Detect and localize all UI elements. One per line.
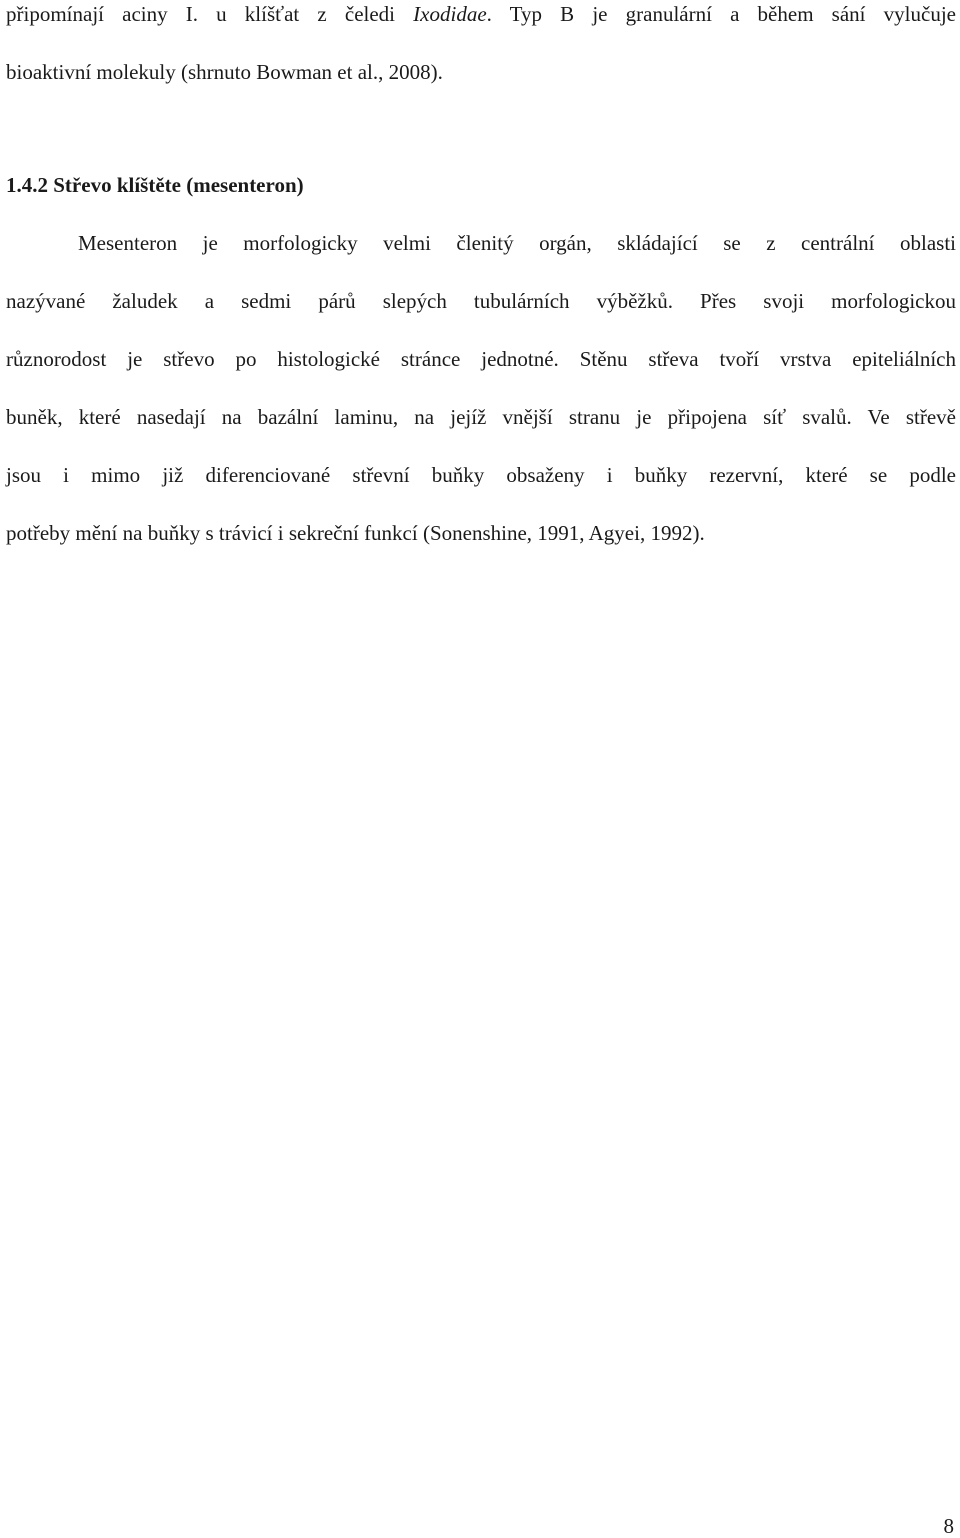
paragraph-continuation-line-1: připomínají aciny I. u klíšťat z čeledi Ixodidae. Typ B je granulární a během sání vylučuje: [6, 2, 956, 26]
body-line-4: buněk, které nasedají na bazální laminu, na jejíž vnější stranu je připojena síť svalů. Ve střevě: [6, 405, 956, 429]
body-line-2: nazývané žaludek a sedmi párů slepých tubulárních výběžků. Přes svoji morfologickou: [6, 289, 956, 313]
paragraph-continuation-line-2: bioaktivní molekuly (shrnuto Bowman et al., 2008).: [6, 60, 443, 84]
body-line-6: potřeby mění na buňky s trávicí i sekreční funkcí (Sonenshine, 1991, Agyei, 1992).: [6, 521, 705, 545]
taxon-name: Ixodidae: [413, 2, 487, 26]
page-number: 8: [943, 1514, 954, 1538]
body-line-5: jsou i mimo již diferenciované střevní buňky obsaženy i buňky rezervní, které se podle: [6, 463, 956, 487]
body-line-3: různorodost je střevo po histologické stránce jednotné. Stěnu střeva tvoří vrstva epiteliálních: [6, 347, 956, 371]
section-heading: 1.4.2 Střevo klíštěte (mesenteron): [6, 173, 304, 197]
body-line-1: Mesenteron je morfologicky velmi členitý orgán, skládající se z centrální oblasti: [78, 231, 956, 255]
